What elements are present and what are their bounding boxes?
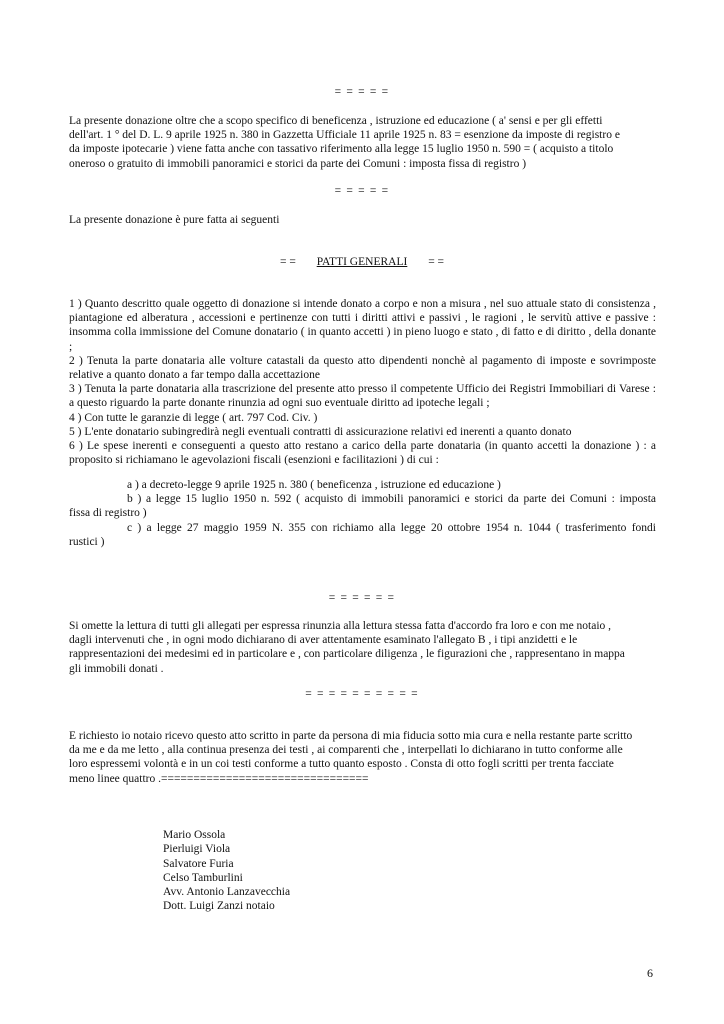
list-item: 2 ) Tenuta la parte donataria alle volture catastali da questo atto dipendenti nonchè al pagamento di imposte e sovrimposte relative a quanto donato a far tempo dalla accettazione	[69, 354, 656, 382]
list-item: 5 ) L'ente donatario subingredirà negli eventuali contratti di assicurazione relativi ed inerenti a quanto donato	[69, 425, 572, 438]
text-line: E richiesto io notaio ricevo questo atto scritto in parte da persona di mia fiducia sotto mia cura e nella restante parte scritto	[69, 730, 633, 742]
sub-item: c ) a legge 27 maggio 1959 N. 355 con richiamo alla legge 20 ottobre 1954 n. 1044 ( trasferimento fondi	[127, 521, 656, 534]
signature-name: Avv. Antonio Lanzavecchia	[163, 886, 291, 899]
sub-item: b ) a legge 15 luglio 1950 n. 592 ( acquisto di immobili panoramici e storici da parte dei Comuni : imposta	[127, 493, 656, 506]
signature-list	[163, 828, 290, 914]
pacts-intro: La presente donazione è pure fatta ai seguenti	[69, 214, 280, 226]
list-item: 6 ) Le spese inerenti e conseguenti a questo atto restano a carico della parte donataria (in quanto accetti la donazione ) : a proposito si richiamano le agevolazioni fiscali (esenzioni e facilitazioni ) di cui :	[69, 440, 656, 467]
signature-name: Salvatore Furia	[163, 857, 234, 870]
heading-right-mark: = =	[428, 256, 445, 268]
signature-name: Pierluigi Viola	[163, 843, 231, 856]
sub-list	[69, 478, 656, 549]
pacts-list	[69, 297, 656, 467]
sub-item: a ) a decreto-legge 9 aprile 1925 n. 380 ( beneficenza , istruzione ed educazione )	[127, 479, 501, 491]
separator: = = = = = = = = = =	[305, 688, 419, 700]
text-line: rappresentazioni dei medesimi ed in particolare e , con particolare diligenza , le figurazioni che , rappresentano in mappa	[69, 648, 625, 661]
heading-title: PATTI GENERALI	[316, 256, 408, 268]
text-line: gli immobili donati .	[69, 662, 164, 675]
text-line: dell'art. 1 ° del D. L. 9 aprile 1925 n. 380 in Gazzetta Ufficiale 11 aprile 1925 n. 83 = esenzione da imposte di registro e	[69, 129, 620, 142]
text-line: La presente donazione oltre che a scopo specifico di beneficenza , istruzione ed educazione ( a' sensi e per gli effetti	[69, 115, 603, 127]
sub-item-continuation: rustici )	[69, 535, 105, 548]
page-number: 6	[647, 966, 653, 980]
separator: = = = = =	[334, 185, 390, 197]
text-line: loro espressemi volontà e in un coi testi conforme a tutto quanto esposto . Consta di otto fogli scritti per trenta facciate	[69, 758, 614, 771]
list-item: 1 ) Quanto descritto quale oggetto di donazione si intende donato a corpo e non a misura , nel suo attuale stato di consistenza , piantagione ed alberatura , accessioni e pertinenze con tutti i diritti attivi e passivi , le ragioni , le servitù attive e passive : insomma colla immissione del Comune donatario ( in quanto accetti ) in pieno luogo e stato , di fatto e di diritto , della donante ;	[69, 298, 656, 353]
omission-paragraph	[69, 619, 656, 676]
section-heading	[0, 256, 724, 268]
text-line: Si omette la lettura di tutti gli allegati per espressa rinunzia alla lettura stessa fatta d'accordo fra loro e con me notaio ,	[69, 620, 612, 632]
text-line: dagli intervenuti che , in ogni modo dichiarano di aver attentamente esaminato l'allegato B , i tipi anzidetti e le	[69, 634, 578, 647]
text-line: oneroso o gratuito di immobili panoramici e storici da parte dei Comuni : imposta fissa di registro )	[69, 157, 527, 170]
intro-paragraph	[69, 114, 656, 171]
text-line: da imposte ipotecarie ) viene fatta anche con tassativo riferimento alla legge 15 luglio 1950 n. 590 = ( acquisto a titolo	[69, 143, 614, 156]
closing-paragraph	[69, 729, 656, 786]
text-line: da me e da me letto , alla continua presenza dei testi , ai comparenti che , interpellati lo dichiarano in tutto conforme alle	[69, 744, 623, 757]
signature-name: Celso Tamburlini	[163, 871, 243, 884]
separator: = = = = =	[334, 86, 390, 98]
signature-name: Mario Ossola	[163, 829, 226, 841]
text-line: meno linee quattro .================================	[69, 772, 369, 785]
list-item: 3 ) Tenuta la parte donataria alla trascrizione del presente atto presso il competente Ufficio dei Registri Immobiliari di Varese : a questo riguardo la parte donante rinunzia ad ogni suo eventuale diritto ad ipoteche legali ;	[69, 383, 656, 410]
list-item: 4 ) Con tutte le garanzie di legge ( art. 797 Cod. Civ. )	[69, 411, 318, 424]
heading-left-mark: = =	[279, 256, 296, 268]
sub-item-continuation: fissa di registro )	[69, 507, 147, 520]
signature-name: Dott. Luigi Zanzi notaio	[163, 900, 275, 913]
separator: = = = = = =	[328, 592, 396, 604]
